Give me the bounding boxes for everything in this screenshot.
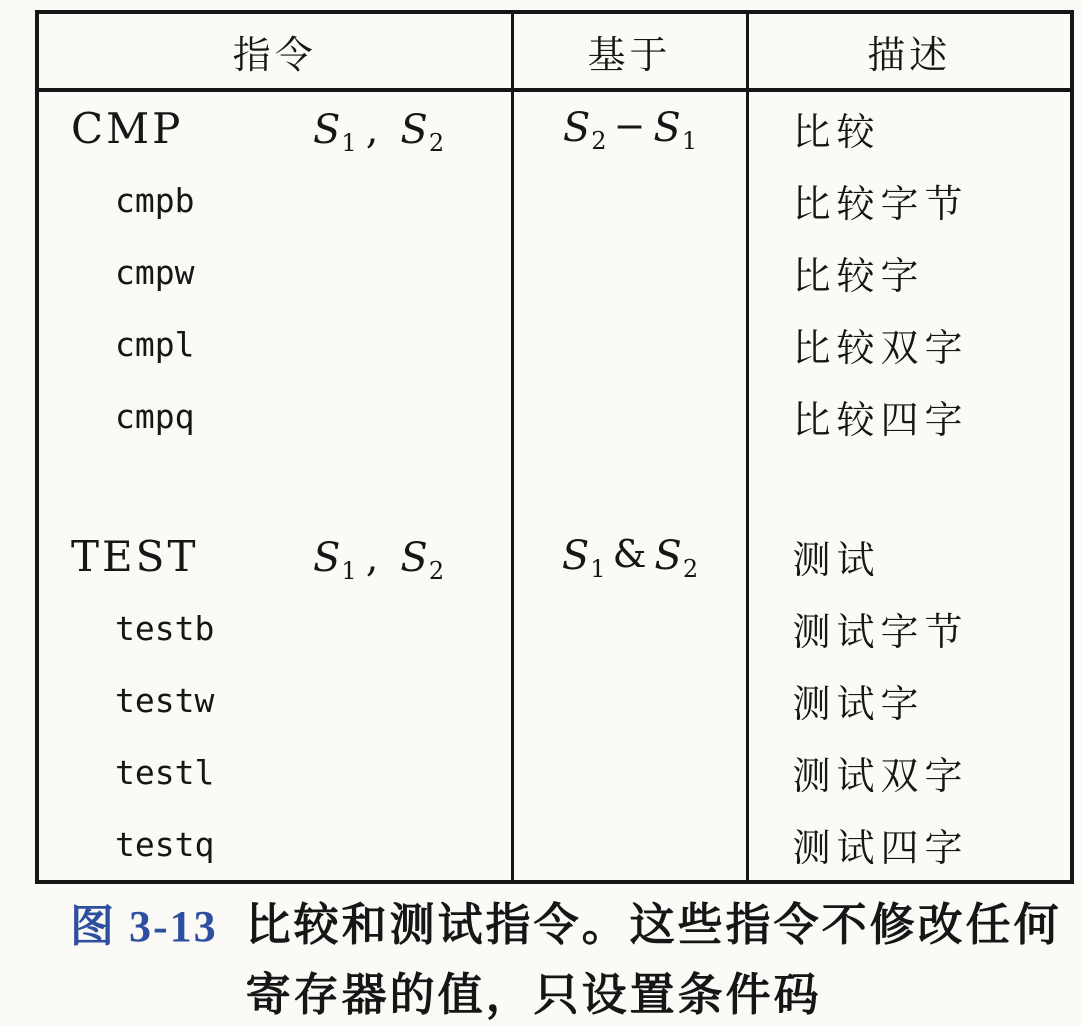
description-text: 比较字节 — [792, 183, 969, 226]
instruction-cell — [37, 520, 512, 592]
instruction-cell — [37, 808, 512, 882]
spacer-row — [37, 452, 1072, 520]
description-cell — [747, 520, 1072, 592]
operand-separator: , — [365, 106, 379, 153]
basis-cell — [512, 520, 747, 592]
description-text: 测试字 — [792, 683, 925, 726]
instruction-cell — [37, 308, 512, 380]
description-cell — [747, 308, 1072, 380]
basis-subscript: 1 — [681, 127, 698, 155]
description-cell — [747, 736, 1072, 808]
mnemonic: testl — [115, 752, 215, 792]
instruction-cell — [37, 736, 512, 808]
table-row — [37, 664, 1072, 736]
mnemonic: cmpq — [115, 396, 195, 436]
description-cell — [747, 90, 1072, 164]
instruction-cell — [37, 90, 512, 164]
basis-subscript: 2 — [591, 127, 607, 155]
basis-operator: − — [613, 104, 646, 148]
table-row — [37, 164, 1072, 236]
description-cell — [747, 164, 1072, 236]
basis-cell — [512, 452, 747, 520]
basis-cell — [512, 236, 747, 308]
basis-cell — [512, 736, 747, 808]
mnemonic: cmpb — [115, 180, 195, 220]
mnemonic: testq — [115, 824, 215, 864]
table-row — [37, 308, 1072, 380]
table-row — [37, 592, 1072, 664]
col-header-description: 描述 — [747, 12, 1072, 90]
instruction-class-name: CMP — [71, 103, 184, 153]
col-header-instruction: 指令 — [37, 12, 512, 90]
basis-operator: & — [612, 532, 647, 576]
table-row — [37, 520, 1072, 592]
description-text: 比较双字 — [792, 327, 969, 370]
instruction-cell — [37, 164, 512, 236]
operand-subscript: 1 — [341, 128, 357, 157]
description-text: 比较字 — [792, 255, 925, 298]
basis-var: S — [561, 533, 590, 579]
instruction-operands — [313, 534, 445, 585]
instruction-cell — [37, 664, 512, 736]
mnemonic: testb — [115, 608, 215, 648]
instruction-cell — [37, 380, 512, 452]
basis-cell — [512, 664, 747, 736]
operand-var: S — [313, 534, 341, 581]
basis-cell — [512, 308, 747, 380]
basis-var: S — [654, 533, 682, 579]
instruction-table — [35, 10, 1074, 884]
description-cell — [747, 664, 1072, 736]
description-text: 比较 — [792, 111, 881, 154]
description-cell — [747, 236, 1072, 308]
instruction-cell — [37, 236, 512, 308]
operand-subscript: 1 — [341, 556, 357, 585]
description-text: 测试字节 — [792, 611, 969, 654]
description-text: 测试 — [792, 539, 881, 582]
mnemonic: cmpw — [115, 252, 195, 292]
description-cell — [747, 452, 1072, 520]
operand-subscript: 2 — [428, 128, 445, 157]
description-cell — [747, 380, 1072, 452]
figure-caption — [70, 890, 1062, 1026]
operand-var: S — [400, 106, 428, 153]
basis-var: S — [562, 105, 591, 151]
caption-text — [246, 890, 1062, 1026]
instruction-cell — [37, 452, 512, 520]
description-cell — [747, 808, 1072, 882]
operand-subscript: 2 — [428, 556, 445, 585]
basis-cell — [512, 164, 747, 236]
caption-line-1: 比较和测试指令。这些指令不修改任何 — [245, 899, 1062, 950]
basis-subscript: 1 — [590, 555, 606, 583]
table-row — [37, 808, 1072, 882]
table-row — [37, 236, 1072, 308]
table-row — [37, 380, 1072, 452]
header-row — [37, 12, 1072, 90]
basis-cell — [512, 808, 747, 882]
operand-var: S — [400, 534, 428, 581]
table-row — [37, 736, 1072, 808]
instruction-cell — [37, 592, 512, 664]
operand-var: S — [313, 106, 341, 153]
description-cell — [747, 592, 1072, 664]
description-text: 测试双字 — [792, 755, 969, 798]
operand-separator: , — [365, 534, 379, 581]
description-text: 比较四字 — [792, 399, 969, 442]
col-header-basis: 基于 — [512, 12, 747, 90]
figure-number: 图 3-13 — [70, 902, 218, 951]
description-text: 测试四字 — [792, 827, 969, 870]
basis-var: S — [653, 105, 681, 151]
mnemonic: cmpl — [115, 324, 195, 364]
basis-subscript: 2 — [682, 555, 699, 583]
table-row — [37, 90, 1072, 164]
caption-line-2: 寄存器的值，只设置条件码 — [245, 969, 822, 1020]
basis-cell — [512, 380, 747, 452]
mnemonic: testw — [115, 680, 215, 720]
basis-cell — [512, 592, 747, 664]
basis-cell — [512, 90, 747, 164]
instruction-operands — [313, 106, 445, 157]
instruction-class-name: TEST — [71, 531, 199, 581]
